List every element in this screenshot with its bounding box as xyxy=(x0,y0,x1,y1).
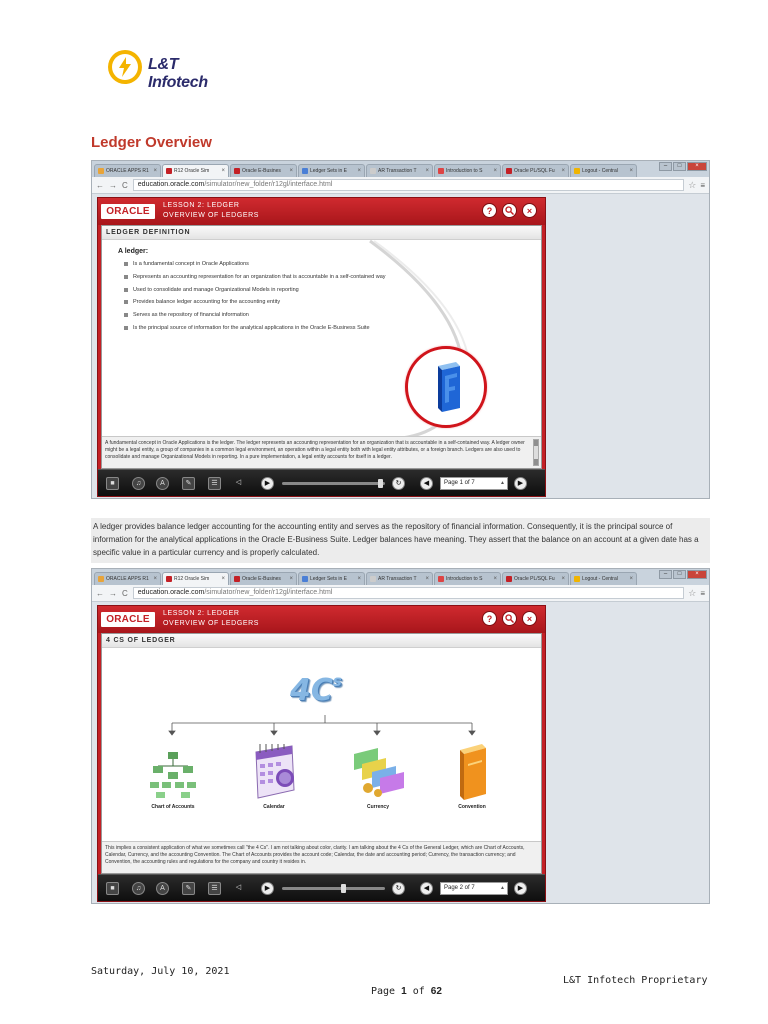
browser-tab[interactable] xyxy=(162,164,229,177)
progress-thumb[interactable] xyxy=(341,884,346,893)
browser-tab[interactable] xyxy=(434,572,501,585)
chevron-down-icon: ▲ xyxy=(500,480,505,486)
back-icon[interactable]: ← xyxy=(96,180,104,190)
browser-tab[interactable] xyxy=(230,164,297,177)
ledger-bullets xyxy=(124,260,386,337)
favicon-icon xyxy=(302,576,308,582)
tab-label: R12 Oracle Sim xyxy=(174,168,210,174)
slide-caption: This implies a consistent application of what we sometimes call "the 4 Cs". I am not talking about color, clarity. I am talking about the 4 Cs of the General Ledger, which are Chart of Accounts, Calendar, Currency, and the accounting Convention. The Chart of Accounts provides the account code; Calendar, the date and accounting period; Currency, the transaction currency; and Convention, the accounting rules and regulations for the company and country it resides in. xyxy=(102,841,541,873)
favicon-icon xyxy=(98,168,104,174)
menu-icon[interactable]: ≡ xyxy=(700,588,705,598)
footer-date: Saturday, July 10, 2021 xyxy=(91,966,230,977)
tab-close-icon[interactable]: × xyxy=(289,168,293,174)
lesson-title: LESSON 2: LEDGER OVERVIEW OF LEDGERS xyxy=(163,202,260,219)
oracle-player xyxy=(97,605,546,902)
tab-close-icon[interactable]: × xyxy=(153,168,157,174)
favicon-icon xyxy=(370,168,376,174)
favicon-icon xyxy=(166,168,172,174)
browser-window-2 xyxy=(91,568,710,904)
slide-content xyxy=(101,225,542,469)
notes-icon[interactable]: ☰ xyxy=(208,882,221,895)
browser-tab[interactable] xyxy=(366,572,433,585)
bullet-item: Represents an accounting representation for an organization that is accountable in a self-contained way xyxy=(124,273,386,286)
volume-icon[interactable]: ◁ xyxy=(235,884,242,891)
bookmark-star-icon[interactable]: ☆ xyxy=(688,179,697,190)
ledger-intro: A ledger: xyxy=(118,248,149,255)
browser-tab[interactable] xyxy=(502,164,569,177)
tab-bar xyxy=(92,569,709,585)
page-heading: Ledger Overview xyxy=(91,134,212,151)
tab-label: Oracle PL/SQL Fu xyxy=(514,576,555,582)
tab-label: R12 Oracle Sim xyxy=(174,576,210,582)
tab-label: Introduction to S xyxy=(446,576,483,582)
footer-page-number: Page 1 of 62 xyxy=(371,986,442,997)
browser-tab[interactable] xyxy=(162,572,229,585)
tab-label: Oracle E-Busines xyxy=(242,168,281,174)
window-close-icon[interactable]: × xyxy=(687,570,707,579)
play-icon[interactable]: ▶ xyxy=(261,882,274,895)
progress-track[interactable] xyxy=(282,482,385,485)
tab-label: Oracle PL/SQL Fu xyxy=(514,168,555,174)
tab-label: ORACLE APPS R1 xyxy=(106,168,149,174)
favicon-icon xyxy=(98,576,104,582)
favicon-icon xyxy=(438,576,444,582)
play-icon[interactable]: ▶ xyxy=(261,477,274,490)
glossary-icon[interactable]: A xyxy=(156,882,169,895)
favicon-icon xyxy=(234,168,240,174)
player-header xyxy=(98,198,545,225)
volume-icon[interactable]: ◁ xyxy=(235,479,242,486)
tab-close-icon[interactable]: × xyxy=(357,576,361,582)
ledger-description: A ledger provides balance ledger accounting for the accounting entity and serves as the repository of financial information. Consequently, it is the principal source of information for the analytical applications in the Oracle E-Business Suite. Ledger balances have meaning. They assert that the balance on an account at a given date has a specific value in a particular currency and is properly calculated. xyxy=(91,518,710,563)
address-bar xyxy=(92,177,709,194)
convention-book-icon xyxy=(456,744,488,800)
bullet-item: Is the principal source of information for the analytical applications in the Oracle E-Business Suite xyxy=(124,324,386,337)
item-label-calendar: Calendar xyxy=(263,804,285,810)
window-controls xyxy=(658,570,707,579)
item-label-convention: Convention xyxy=(458,804,486,810)
tab-close-icon[interactable]: × xyxy=(289,576,293,582)
bullet-item: Used to consolidate and manage Organizational Models in reporting xyxy=(124,286,386,299)
slide-content xyxy=(101,633,542,874)
company-logo xyxy=(108,50,238,91)
window-controls xyxy=(658,162,707,171)
previous-icon[interactable]: ◀ xyxy=(420,477,433,490)
tab-label: ORACLE APPS R1 xyxy=(106,576,149,582)
browser-tab[interactable] xyxy=(570,572,637,585)
tab-label: AR Transaction T xyxy=(378,168,417,174)
tab-bar xyxy=(92,161,709,177)
bullet-item: Serves as the repository of financial information xyxy=(124,311,386,324)
maximize-icon[interactable]: □ xyxy=(673,162,686,171)
favicon-icon xyxy=(370,576,376,582)
url-field[interactable]: education.oracle.com/simulator/new_folder/r12gl/interface.html xyxy=(133,587,684,599)
zoom-icon[interactable] xyxy=(502,203,517,218)
favicon-icon xyxy=(302,168,308,174)
browser-tab[interactable] xyxy=(94,164,161,177)
favicon-icon xyxy=(438,168,444,174)
chart-of-accounts-icon xyxy=(150,750,196,800)
favicon-icon xyxy=(506,576,512,582)
tab-label: Ledger Sets in E xyxy=(310,168,347,174)
replay-icon[interactable]: ↻ xyxy=(392,882,405,895)
bullet-item: Provides balance ledger accounting for the accounting entity xyxy=(124,298,386,311)
tools-icon[interactable]: ✎ xyxy=(182,882,195,895)
slide-title: LEDGER DEFINITION xyxy=(102,226,541,240)
oracle-logo: ORACLE xyxy=(101,612,155,627)
player-controls xyxy=(98,469,545,496)
tab-label: Logout - Central xyxy=(582,168,618,174)
tab-label: Ledger Sets in E xyxy=(310,576,347,582)
slide-title: 4 CS OF LEDGER xyxy=(102,634,541,648)
back-icon[interactable]: ← xyxy=(96,588,104,598)
calendar-icon xyxy=(250,744,298,800)
forward-icon[interactable]: → xyxy=(109,588,117,598)
oracle-player xyxy=(97,197,546,497)
tab-close-icon[interactable]: × xyxy=(629,576,633,582)
favicon-icon xyxy=(574,168,580,174)
tab-close-icon[interactable]: × xyxy=(221,576,225,582)
favicon-icon xyxy=(234,576,240,582)
browser-tab[interactable] xyxy=(434,164,501,177)
close-icon[interactable]: × xyxy=(522,611,537,626)
browser-tab[interactable] xyxy=(570,164,637,177)
address-bar xyxy=(92,585,709,602)
next-icon[interactable]: ▶ xyxy=(514,882,527,895)
tab-close-icon[interactable]: × xyxy=(561,168,565,174)
page-selector[interactable]: Page 1 of 7 ▲ xyxy=(440,477,508,490)
minimize-icon[interactable]: – xyxy=(659,162,672,171)
tab-close-icon[interactable]: × xyxy=(493,576,497,582)
tools-icon[interactable]: ✎ xyxy=(182,477,195,490)
close-icon[interactable]: × xyxy=(522,203,537,218)
four-cs-graphic: $4C^s$ xyxy=(290,672,342,708)
slide-caption: A fundamental concept in Oracle Applications is the ledger. The ledger represents an accounting representation for an organization that is accountable in a self-contained way. A ledger owner might be a legal entity, a group of companies in a common legal environment, an operation within a legal entity both with legal entity attributes, or a foreign branch. Ledgers are also used to consolidate and manage Organizational Models in reporting. In a pure implementation, a legal entity accounts for itself in a ledger. xyxy=(102,436,541,468)
tab-label: AR Transaction T xyxy=(378,576,417,582)
tab-close-icon[interactable]: × xyxy=(493,168,497,174)
tab-close-icon[interactable]: × xyxy=(357,168,361,174)
zoom-icon[interactable] xyxy=(502,611,517,626)
progress-thumb[interactable] xyxy=(378,479,383,488)
favicon-icon xyxy=(506,168,512,174)
browser-tab[interactable] xyxy=(94,572,161,585)
oracle-logo: ORACLE xyxy=(101,204,155,219)
forward-icon[interactable]: → xyxy=(109,180,117,190)
browser-tab[interactable] xyxy=(298,572,365,585)
footer-proprietary: L&T Infotech Proprietary xyxy=(563,975,708,986)
tab-close-icon[interactable]: × xyxy=(221,168,225,174)
page-selector[interactable]: Page 2 of 7 ▲ xyxy=(440,882,508,895)
outline-icon[interactable]: ■ xyxy=(106,882,119,895)
help-icon[interactable]: ? xyxy=(482,611,497,626)
currency-icon xyxy=(354,744,404,798)
player-header xyxy=(98,606,545,633)
audio-icon[interactable]: ♫ xyxy=(132,477,145,490)
player-controls xyxy=(98,874,545,901)
bookmark-star-icon[interactable]: ☆ xyxy=(688,587,697,598)
favicon-icon xyxy=(166,576,172,582)
tab-label: Introduction to S xyxy=(446,168,483,174)
notes-icon[interactable]: ☰ xyxy=(208,477,221,490)
tab-label: Logout - Central xyxy=(582,576,618,582)
tab-close-icon[interactable]: × xyxy=(425,168,429,174)
minimize-icon[interactable]: – xyxy=(659,570,672,579)
next-icon[interactable]: ▶ xyxy=(514,477,527,490)
url-field[interactable]: education.oracle.com/simulator/new_folder/r12gl/interface.html xyxy=(133,179,684,191)
browser-tab[interactable] xyxy=(502,572,569,585)
help-icon[interactable]: ? xyxy=(482,203,497,218)
reload-icon[interactable]: C xyxy=(122,180,128,190)
tab-label: Oracle E-Busines xyxy=(242,576,281,582)
tab-close-icon[interactable]: × xyxy=(425,576,429,582)
maximize-icon[interactable]: □ xyxy=(673,570,686,579)
replay-icon[interactable]: ↻ xyxy=(392,477,405,490)
logo-text: L&T Infotech xyxy=(148,56,208,91)
tab-close-icon[interactable]: × xyxy=(629,168,633,174)
lesson-title: LESSON 2: LEDGER OVERVIEW OF LEDGERS xyxy=(163,610,260,627)
audio-icon[interactable]: ♫ xyxy=(132,882,145,895)
browser-tab[interactable] xyxy=(366,164,433,177)
item-label-chart-of-accounts: Chart of Accounts xyxy=(151,804,195,810)
previous-icon[interactable]: ◀ xyxy=(420,882,433,895)
outline-icon[interactable]: ■ xyxy=(106,477,119,490)
bullet-item: Is a fundamental concept in Oracle Applications xyxy=(124,260,386,273)
browser-tab[interactable] xyxy=(230,572,297,585)
tab-close-icon[interactable]: × xyxy=(153,576,157,582)
browser-tab[interactable] xyxy=(298,164,365,177)
reload-icon[interactable]: C xyxy=(122,588,128,598)
tab-close-icon[interactable]: × xyxy=(561,576,565,582)
menu-icon[interactable]: ≡ xyxy=(700,180,705,190)
browser-window-1 xyxy=(91,160,710,499)
logo-mark-icon xyxy=(108,50,142,84)
favicon-icon xyxy=(574,576,580,582)
book-icon xyxy=(434,362,462,412)
chevron-down-icon: ▲ xyxy=(500,885,505,891)
glossary-icon[interactable]: A xyxy=(156,477,169,490)
caption-scrollbar[interactable] xyxy=(533,439,539,466)
progress-track[interactable] xyxy=(282,887,385,890)
item-label-currency: Currency xyxy=(367,804,389,810)
window-close-icon[interactable]: × xyxy=(687,162,707,171)
book-illustration xyxy=(405,346,487,428)
